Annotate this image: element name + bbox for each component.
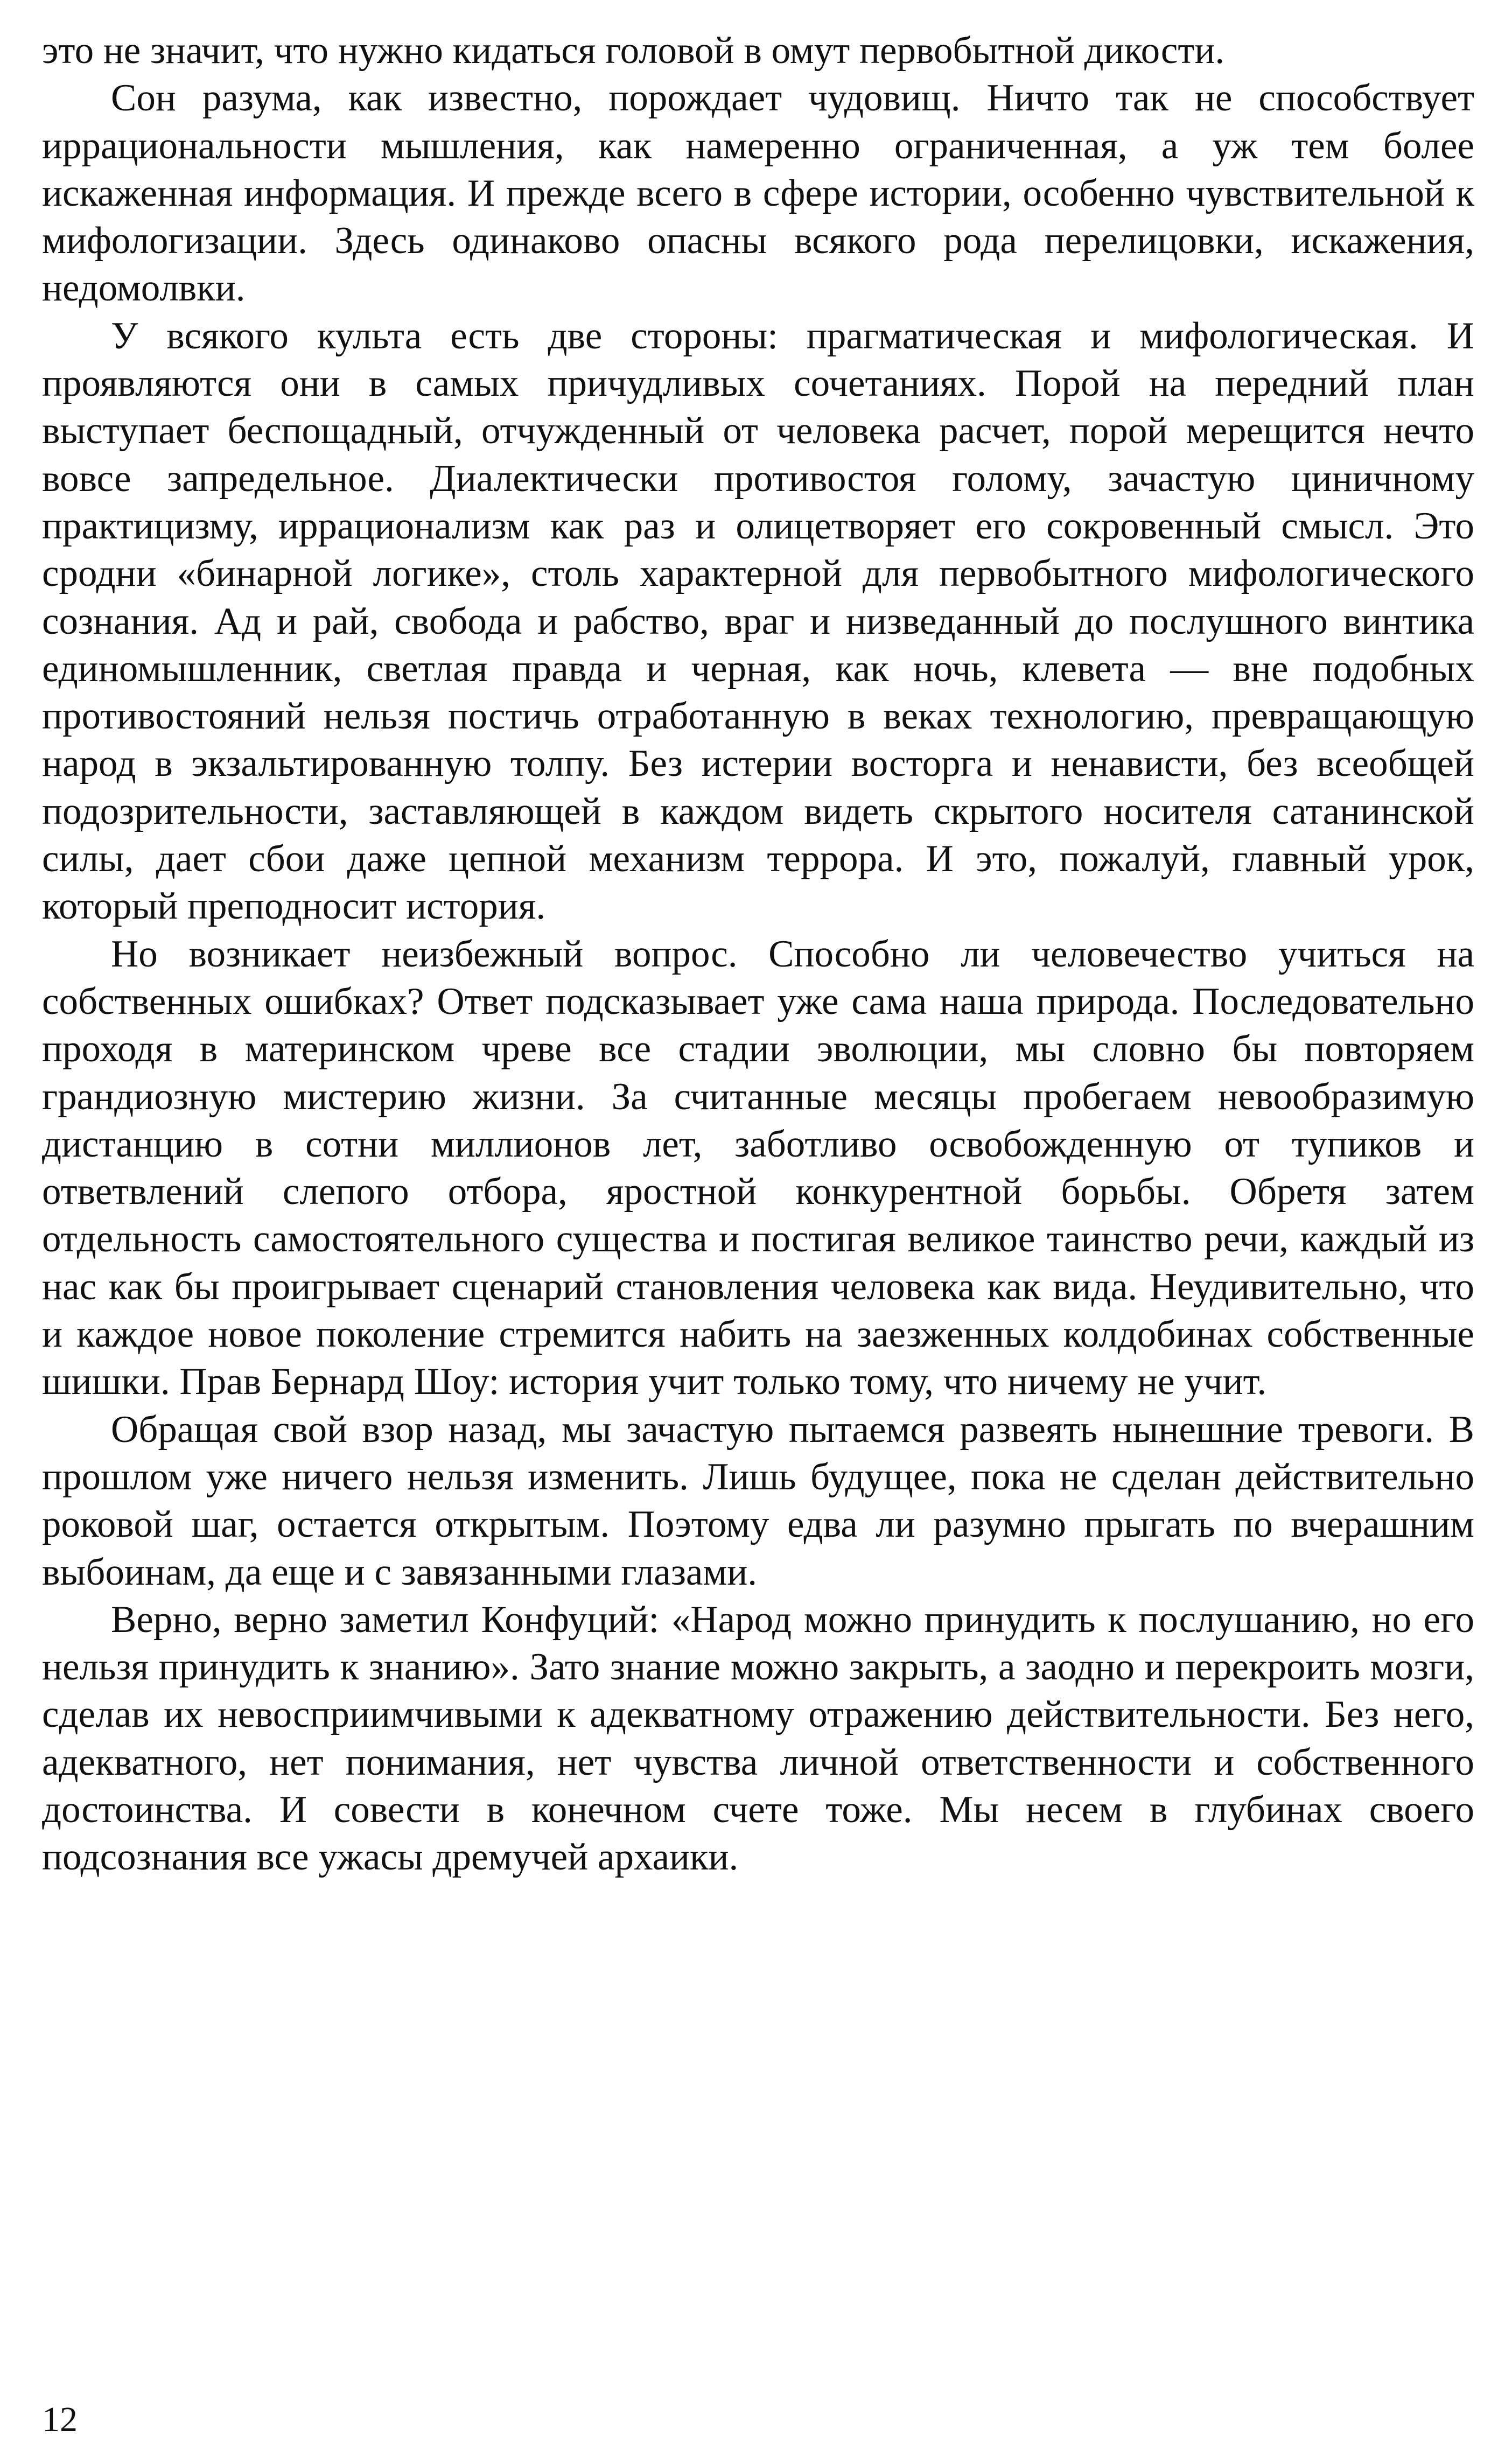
paragraph-continuation: это не значит, что нужно кидаться головой в омут первобытной дикости.	[42, 30, 1225, 72]
paragraph: Сон разума, как известно, порождает чудовищ. Ничто так не способствует иррациональности мышления, как намеренно ограниченная, а уж тем более искаженная информация. И прежде всего в сфере истории, особенно чувствительной к мифологизации. Здесь одинаково опасны всякого рода перелицовки, искажения, недомолвки.	[42, 77, 1474, 310]
paragraph: Но возникает неизбежный вопрос. Способно ли человечество учиться на собственных ошибках? Ответ подсказывает уже сама наша природа. Последовательно проходя в материнском чреве все стадии эволюции, мы словно бы повторяем грандиозную мистерию жизни. За считанные месяцы пробегаем невообразимую дистанцию в сотни миллионов лет, заботливо освобожденную от тупиков и ответвлений слепого отбора, яростной конкурентной борьбы. Обретя затем отдельность самостоятельного существа и постигая великое таинство речи, каждый из нас как бы проигрывает сценарий становления человека как вида. Неудивительно, что и каждое новое поколение стремится набить на заезженных колдобинах собственные шишки. Прав Бернард Шоу: история учит только тому, что ничему не учит.	[42, 933, 1474, 1403]
page-body	[42, 27, 1474, 2407]
paragraph: У всякого культа есть две стороны: прагматическая и мифологическая. И проявляются они в самых причудливых сочетаниях. Порой на передний план выступает беспощадный, отчужденный от человека расчет, порой мерещится нечто вовсе запредельное. Диалектически противостоя голому, зачастую циничному практицизму, иррационализм как раз и олицетворяет его сокровенный смысл. Это сродни «бинарной логике», столь характерной для первобытного мифологического сознания. Ад и рай, свобода и рабство, враг и низведанный до послушного винтика единомышленник, светлая правда и черная, как ночь, клевета — вне подобных противостояний нельзя постичь отработанную в веках технологию, превращающую народ в экзальтированную толпу. Без истерии восторга и ненависти, без всеобщей подозрительности, заставляющей в каждом видеть скрытого носителя сатанинской силы, дает сбои даже цепной механизм террора. И это, пожалуй, главный урок, который преподносит история.	[42, 314, 1474, 928]
paragraph: Обращая свой взор назад, мы зачастую пытаемся развеять нынешние тревоги. В прошлом уже ничего нельзя изменить. Лишь будущее, пока не сделан действительно роковой шаг, остается открытым. Поэтому едва ли разумно прыгать по вчерашним выбоинам, да еще и с завязанными глазами.	[42, 1408, 1474, 1593]
page-number: 12	[42, 2400, 78, 2439]
paragraph: Верно, верно заметил Конфуций: «Народ можно принудить к послушанию, но его нельзя принудить к знанию». Зато знание можно закрыть, а заодно и перекроить мозги, сделав их невосприимчивыми к адекватному отражению действительности. Без него, адекватного, нет понимания, нет чувства личной ответственности и собственного достоинства. И совести в конечном счете тоже. Мы несем в глубинах своего подсознания все ужасы дремучей архаики.	[42, 1598, 1474, 1879]
